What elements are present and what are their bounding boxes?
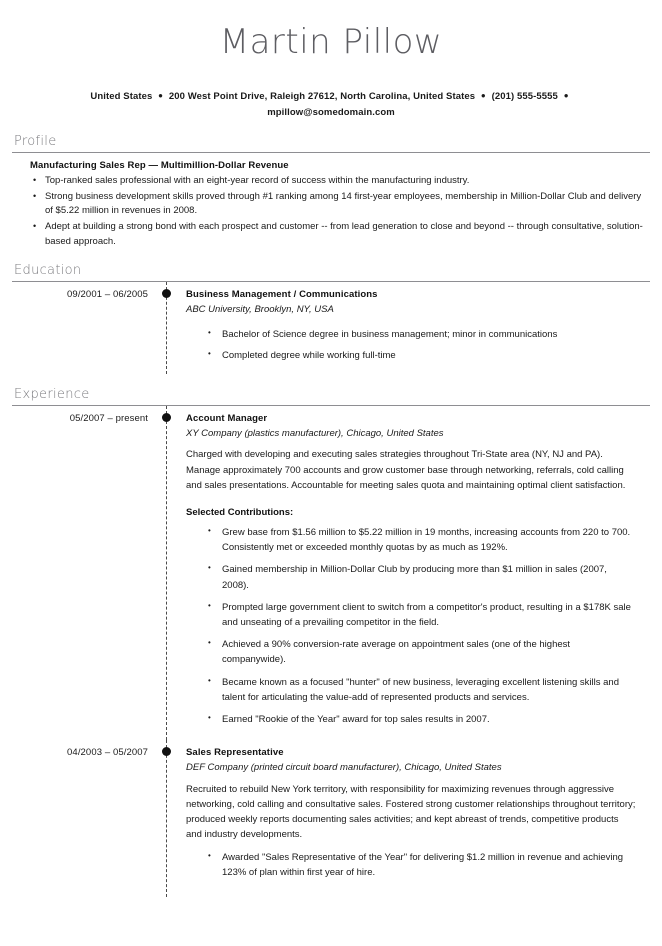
contact-country: United States — [90, 90, 153, 102]
contact-phone: (201) 555-5555 — [491, 90, 558, 102]
entry-content — [186, 406, 650, 740]
section-title-education: Education — [14, 262, 82, 278]
list-item — [208, 327, 636, 342]
entry-bullet-list — [186, 525, 636, 727]
list-item — [208, 600, 636, 630]
list-item — [208, 525, 636, 555]
timeline-dot-icon — [162, 289, 171, 298]
timeline-dot-icon — [162, 413, 171, 422]
entry-organization: XY Company (plastics manufacturer), Chicago, United States — [186, 427, 444, 439]
list-item — [208, 562, 636, 592]
entry-content — [186, 740, 650, 897]
list-item-text: Grew base from $1.56 million to $5.22 million in 19 months, increasing accounts from 220 to 700. Consistently met or exceeded monthly quotas by as much as 192%. — [222, 527, 631, 554]
candidate-name: Martin Pillow — [219, 22, 443, 62]
list-item — [208, 675, 636, 705]
list-item-text: Strong business development skills proved through #1 ranking among 14 first-year employees, membership in Million-Dollar Club and delivery of $5.22 million in revenues in 2008. — [45, 190, 642, 217]
list-item-text: Prompted large government client to switch from a competitor's product, resulting in a $178K sale and unseating of a prevailing competitor in the field. — [222, 601, 631, 628]
education-entry — [12, 282, 650, 374]
list-item — [208, 348, 636, 363]
list-item — [30, 174, 650, 189]
contact-email: mpillow@somedomain.com — [267, 106, 395, 118]
bullet-icon: • — [208, 712, 211, 722]
section-header-education — [12, 264, 650, 282]
section-header-profile — [12, 135, 650, 153]
bullet-icon: • — [208, 600, 211, 610]
entry-content — [186, 282, 650, 374]
entry-organization: DEF Company (printed circuit board manufacturer), Chicago, United States — [186, 762, 502, 774]
experience-entry — [12, 740, 650, 897]
bullet-icon: • — [208, 638, 211, 648]
entry-date: 04/2003 – 05/2007 — [67, 747, 148, 759]
list-item-text: Achieved a 90% conversion-rate average on appointment sales (one of the highest companywide). — [222, 639, 571, 666]
bullet-icon: • — [208, 850, 211, 860]
list-item-text: Gained membership in Million-Dollar Club by producing more than $1 million in sales (2007, 2008). — [222, 564, 607, 591]
list-item — [208, 850, 636, 880]
list-item-text: Adept at building a strong bond with each prospect and customer -- from lead generation to close and beyond -- through consultative, solution-based approach. — [45, 221, 643, 247]
entry-subtitle: Selected Contributions: — [186, 507, 294, 519]
timeline-line — [166, 740, 167, 897]
spacer — [186, 887, 636, 891]
list-item-text: Completed degree while working full-time — [222, 349, 396, 361]
list-item — [30, 190, 650, 219]
timeline-marker — [148, 406, 186, 740]
bullet-separator-icon: ● — [480, 91, 486, 101]
profile-bullet-list — [30, 174, 650, 250]
bullet-icon: • — [208, 563, 211, 573]
entry-description: Charged with developing and executing sales strategies throughout Tri-State area (NY, NJ and PA). Manage approximately 700 accounts and grow customer base through networking, referrals, cold calling and sales presentations. Accountable for meeting sales quota and maintaining optimal client satisfaction. — [186, 449, 626, 491]
bullet-icon: • — [208, 526, 211, 536]
entry-date: 05/2007 – present — [69, 412, 148, 424]
education-entries — [12, 282, 650, 374]
bullet-icon: • — [208, 328, 211, 338]
contact-address: 200 West Point Drive, Raleigh 27612, North Carolina, United States — [168, 90, 476, 102]
resume-page — [0, 22, 662, 946]
bullet-icon: • — [33, 221, 37, 232]
entry-organization: ABC University, Brooklyn, NY, USA — [186, 303, 334, 315]
entry-role: Account Manager — [186, 412, 268, 424]
section-divider — [12, 152, 650, 153]
entry-bullet-list — [186, 327, 636, 362]
timeline-line — [166, 406, 167, 740]
entry-date: 09/2001 – 06/2005 — [67, 288, 148, 300]
list-item-text: Bachelor of Science degree in business management; minor in communications — [222, 329, 558, 341]
entry-role: Sales Representative — [186, 747, 284, 759]
section-title-profile: Profile — [14, 134, 57, 150]
bullet-icon: • — [33, 190, 37, 201]
list-item-text: Awarded "Sales Representative of the Year" for delivering $1.2 million in revenue and achieving 123% of plan within first year of hire. — [222, 851, 624, 878]
contact-info — [52, 89, 610, 121]
bullet-separator-icon: ● — [158, 91, 164, 101]
section-title-experience: Experience — [14, 386, 90, 402]
timeline-marker — [148, 282, 186, 374]
entry-description: Recruited to rebuild New York territory, with responsibility for maximizing revenues through aggressive networking, cold calling and consultative sales. Fostered strong customer relationships throughout territory; produced weekly reports documenting sales activities; and kept abreast of trends, competitive products and industry developments. — [186, 783, 636, 841]
section-header-experience — [12, 388, 650, 406]
experience-entry — [12, 406, 650, 740]
bullet-icon: • — [208, 348, 211, 358]
list-item-text: Top-ranked sales professional with an eight-year record of success within the manufacturing industry. — [45, 175, 470, 187]
bullet-separator-icon: ● — [563, 91, 569, 101]
bullet-icon: • — [33, 175, 37, 186]
bullet-icon: • — [208, 675, 211, 685]
entry-role: Business Management / Communications — [186, 288, 378, 300]
list-item — [30, 220, 650, 249]
timeline-dot-icon — [162, 747, 171, 756]
profile-headline: Manufacturing Sales Rep — Multimillion-Dollar Revenue — [30, 160, 289, 172]
resume-header — [12, 22, 650, 121]
list-item — [208, 637, 636, 667]
list-item-text: Became known as a focused "hunter" of new business, leveraging excellent listening skills and talent for articulating the value-add of represented products and services. — [222, 676, 619, 703]
list-item-text: Earned "Rookie of the Year" award for top sales results in 2007. — [222, 713, 490, 725]
list-item — [208, 712, 636, 727]
experience-entries — [12, 406, 650, 897]
entry-bullet-list — [186, 850, 636, 880]
profile-body — [12, 160, 650, 250]
timeline-marker — [148, 740, 186, 897]
